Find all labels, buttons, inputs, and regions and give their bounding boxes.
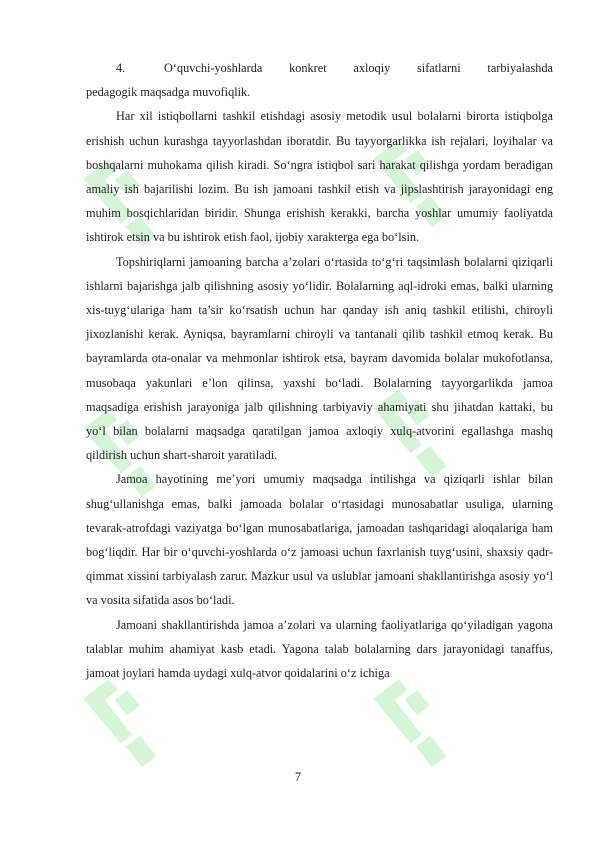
- document-body: [86, 56, 553, 685]
- section-heading: [86, 56, 553, 80]
- paragraph: Jamoani shakllantirishda jamoa a’zolari va ularning faoliyatlariga qo‘yiladigan yagona talablar muhim ahamiyat kasb etadi. Yagona talab bolalarning dars jarayonidagi tanaffus, jamoat joylari hamda uydagi xulq-atvor qoidalarini o‘z ichiga: [86, 617, 553, 681]
- paragraph: Topshiriqlarni jamoaning barcha a’zolari o‘rtasida to‘g‘ri taqsimlash bolalarni qiziqarli ishlarni bajarishga jalb qilishning asosiy yo‘lidir. Bolalarning aql-idroki emas, balki ularning xis-tuyg‘ulariga ham ta’sir ko‘rsatish uchun har qanday ish aniq tashkil etilishi, chiroyli jixozlanishi kerak. Ayniqsa, bayramlarni chiroyli va tantanali qilib tashkil etmoq kerak. Bu bayramlarda ota-onalar va mehmonlar ishtirok etsa, bayram davomida bolalar mukofotlansa, musobaqa yakunlari e’lon qilinsa, yaxshi bo‘ladi. Bolalarning tayyorgarlikda jamoa maqsadiga erishish jarayoniga jalb qilishning tarbiyaviy ahamiyati shu jihatdan kattaki, bu yo‘l bilan bolalarni maqsadga qaratilgan jamoa axloqiy xulq-atvorini egallashga mashq qildirish uchun shart-sharoit yaratiladi.: [86, 254, 553, 463]
- section-number: 4.: [116, 61, 126, 75]
- page-number: 7: [294, 770, 302, 784]
- paragraph: Jamoa hayotining me’yori umumiy maqsadga intilishga va qiziqarli ishlar bilan shug‘ullanishga emas, balki jamoada bolalar o‘rtasidagi munosabatlar usuliga, ularning tevarak-atrofdagi vaziyatga bo‘lgan munosabatlariga, jamoadan tashqaridagi aloqalariga ham bog‘liqdir. Har bir o‘quvchi-yoshlarda o‘z jamoasi uchun faxrlanish tuyg‘usini, shaxsiy qadr-qimmat xissini tarbiyalash zarur. Mazkur usul va uslublar jamoani shakllantirishga asosiy yo‘l va vosita sifatida asos bo‘ladi.: [86, 472, 553, 608]
- paragraph: Har xil istiqbollarni tashkil etishdagi asosiy metodik usul bolalarni birorta istiqbolga erishish uchun kurashga tayyorlashdan iboratdir. Bu tayyorgarlikka ish rejalari, loyihalar va boshqalarni muhokama qilish kiradi. So‘ngra istiqbol sari harakat qilishga yordam beradigan amaliy ish bajarilishi lozim. Bu ish jamoani tashkil etish va jipslashtirish jarayonidagi eng muhim bosqichlaridan biridir. Shunga erishish kerakki, barcha yoshlar umumiy faoliyatda ishtirok etsin va bu ishtirok etish faol, ijobiy xarakterga ega bo‘lsin.: [86, 109, 553, 245]
- section-heading-line-1: O‘quvchi-yoshlarda konkret axloqiy sifatlarni tarbiyalashda: [164, 61, 553, 75]
- section-heading-line-2: pedagogik maqsadga muvofiqlik.: [86, 85, 251, 100]
